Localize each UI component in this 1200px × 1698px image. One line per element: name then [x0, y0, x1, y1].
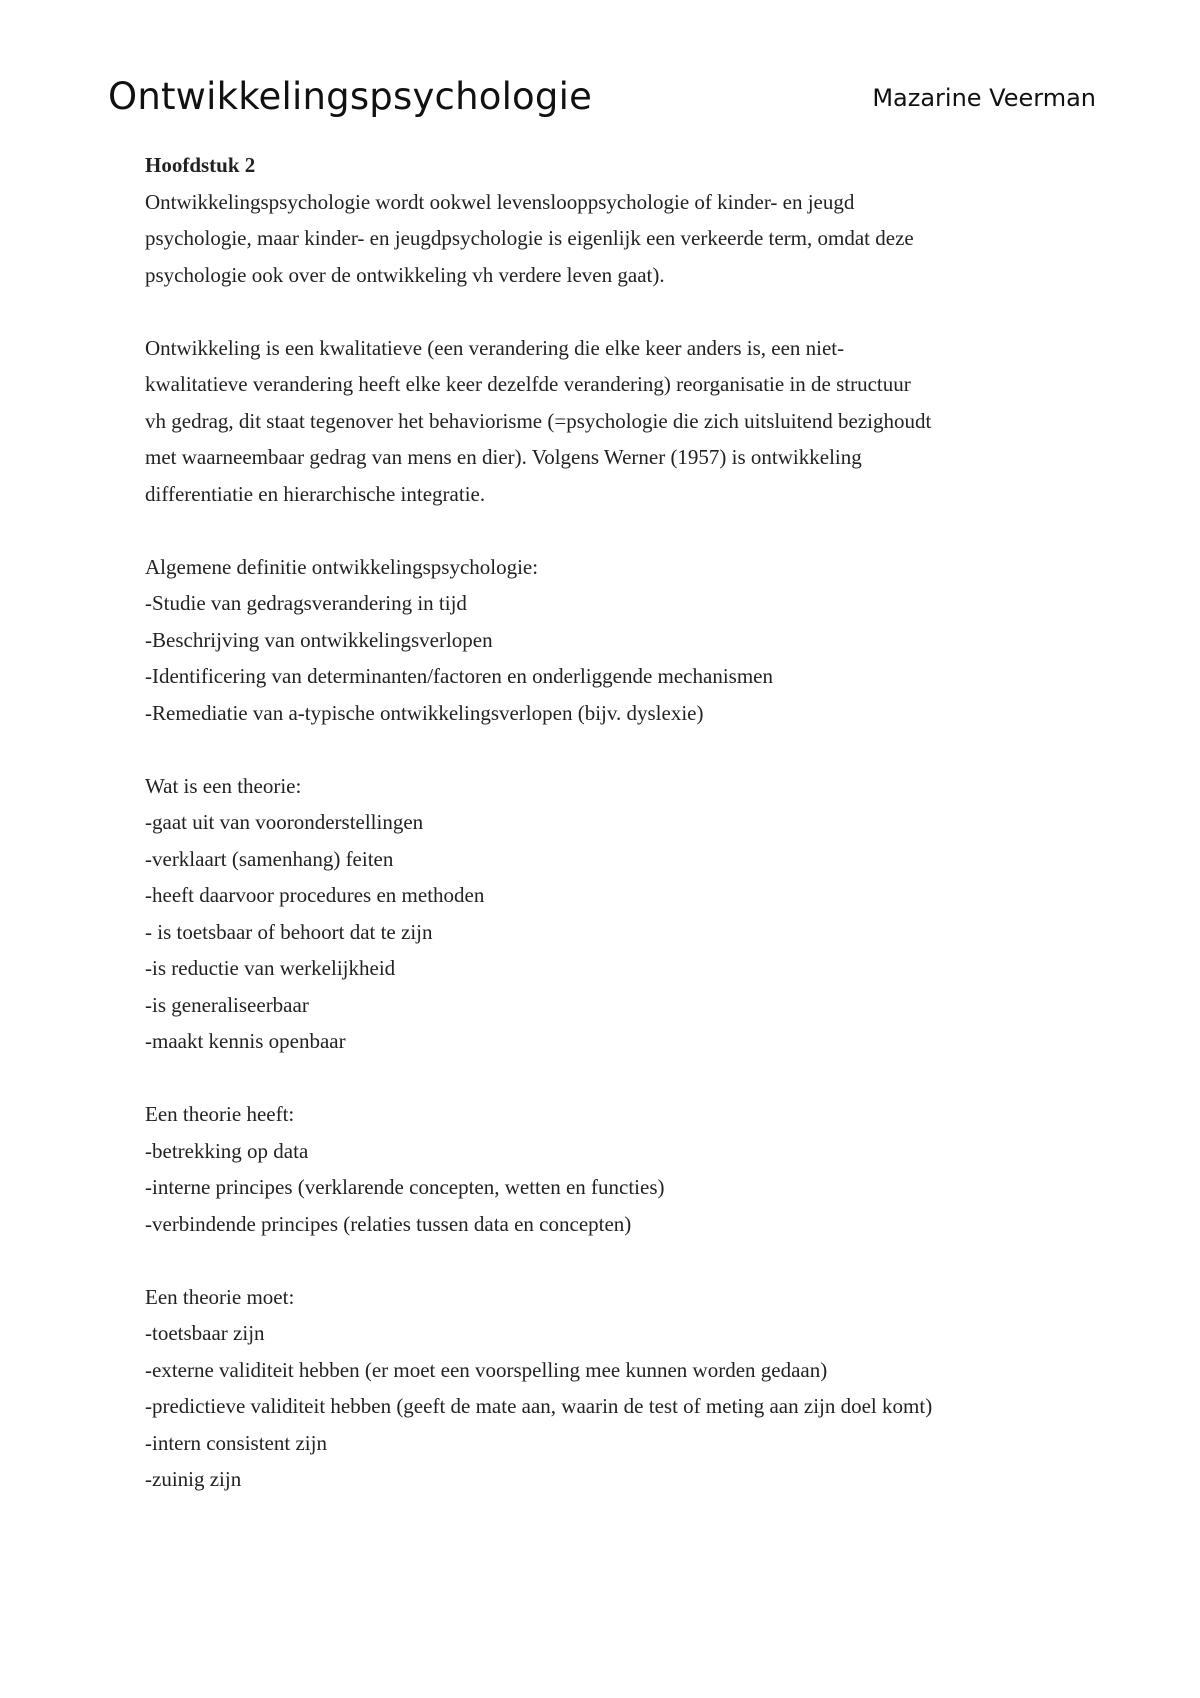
list-item: -heeft daarvoor procedures en methoden	[145, 883, 485, 907]
list-item: -is reductie van werkelijkheid	[145, 956, 396, 980]
paragraph-line: kwalitatieve verandering heeft elke keer dezelfde verandering) reorganisatie in de structuur	[145, 372, 911, 396]
theory-must-list	[145, 1315, 1105, 1498]
section-heading: Een theorie moet:	[145, 1284, 295, 1309]
theory-must-section	[145, 1279, 1105, 1498]
chapter-heading: Hoofdstuk 2	[145, 153, 256, 177]
intro-line: psychologie ook over de ontwikkeling vh verdere leven gaat).	[145, 262, 665, 287]
intro-line: Ontwikkelingspsychologie wordt ookwel levenslooppsychologie of kinder- en jeugd	[145, 189, 855, 214]
list-item: -gaat uit van vooronderstellingen	[145, 810, 424, 834]
page-header	[108, 72, 1096, 122]
list-item: -intern consistent zijn	[145, 1430, 327, 1455]
development-paragraph	[145, 330, 1105, 513]
theory-what-list	[145, 804, 1105, 1060]
definition-section	[145, 549, 1105, 732]
list-item: -toetsbaar zijn	[145, 1321, 265, 1345]
paragraph-line: met waarneembaar gedrag van mens en dier). Volgens Werner (1957) is ontwikkeling	[145, 445, 862, 469]
theory-what-section	[145, 768, 1105, 1060]
list-item: -maakt kennis openbaar	[145, 1029, 346, 1053]
list-item: -Identificering van determinanten/factoren en onderliggende mechanismen	[145, 664, 773, 688]
list-item: -Beschrijving van ontwikkelingsverlopen	[145, 627, 493, 652]
author-name: Mazarine Veerman	[872, 84, 1096, 112]
list-item: -predictieve validiteit hebben (geeft de mate aan, waarin de test of meting aan zijn doel komt)	[145, 1394, 933, 1418]
section-heading: Een theorie heeft:	[145, 1102, 295, 1126]
definition-list	[145, 585, 1105, 731]
list-item: -verbindende principes (relaties tussen data en concepten)	[145, 1211, 632, 1236]
document-title: Ontwikkelingspsychologie	[108, 75, 593, 118]
section-heading: Wat is een theorie:	[145, 773, 302, 798]
list-item: -is generaliseerbaar	[145, 992, 309, 1017]
list-item: -Remediatie van a-typische ontwikkelingsverlopen (bijv. dyslexie)	[145, 700, 704, 725]
theory-has-section	[145, 1096, 1105, 1242]
list-item: - is toetsbaar of behoort dat te zijn	[145, 919, 433, 944]
section-heading: Algemene definitie ontwikkelingspsychologie:	[145, 554, 539, 579]
list-item: -Studie van gedragsverandering in tijd	[145, 591, 467, 615]
chapter-intro-section	[145, 147, 1105, 293]
paragraph-line: vh gedrag, dit staat tegenover het behaviorisme (=psychologie die zich uitsluitend bezighoudt	[145, 408, 932, 433]
intro-line: psychologie, maar kinder- en jeugdpsychologie is eigenlijk een verkeerde term, omdat deze	[145, 226, 914, 250]
paragraph-line: Ontwikkeling is een kwalitatieve (een verandering die elke keer anders is, een niet-	[145, 335, 845, 360]
list-item: -verklaart (samenhang) feiten	[145, 846, 394, 871]
list-item: -betrekking op data	[145, 1138, 309, 1163]
theory-has-list	[145, 1133, 1105, 1243]
list-item: -zuinig zijn	[145, 1467, 242, 1491]
paragraph-line: differentiatie en hierarchische integratie.	[145, 481, 486, 506]
list-item: -interne principes (verklarende concepten, wetten en functies)	[145, 1175, 665, 1199]
list-item: -externe validiteit hebben (er moet een voorspelling mee kunnen worden gedaan)	[145, 1357, 828, 1382]
document-body	[145, 147, 1105, 1534]
